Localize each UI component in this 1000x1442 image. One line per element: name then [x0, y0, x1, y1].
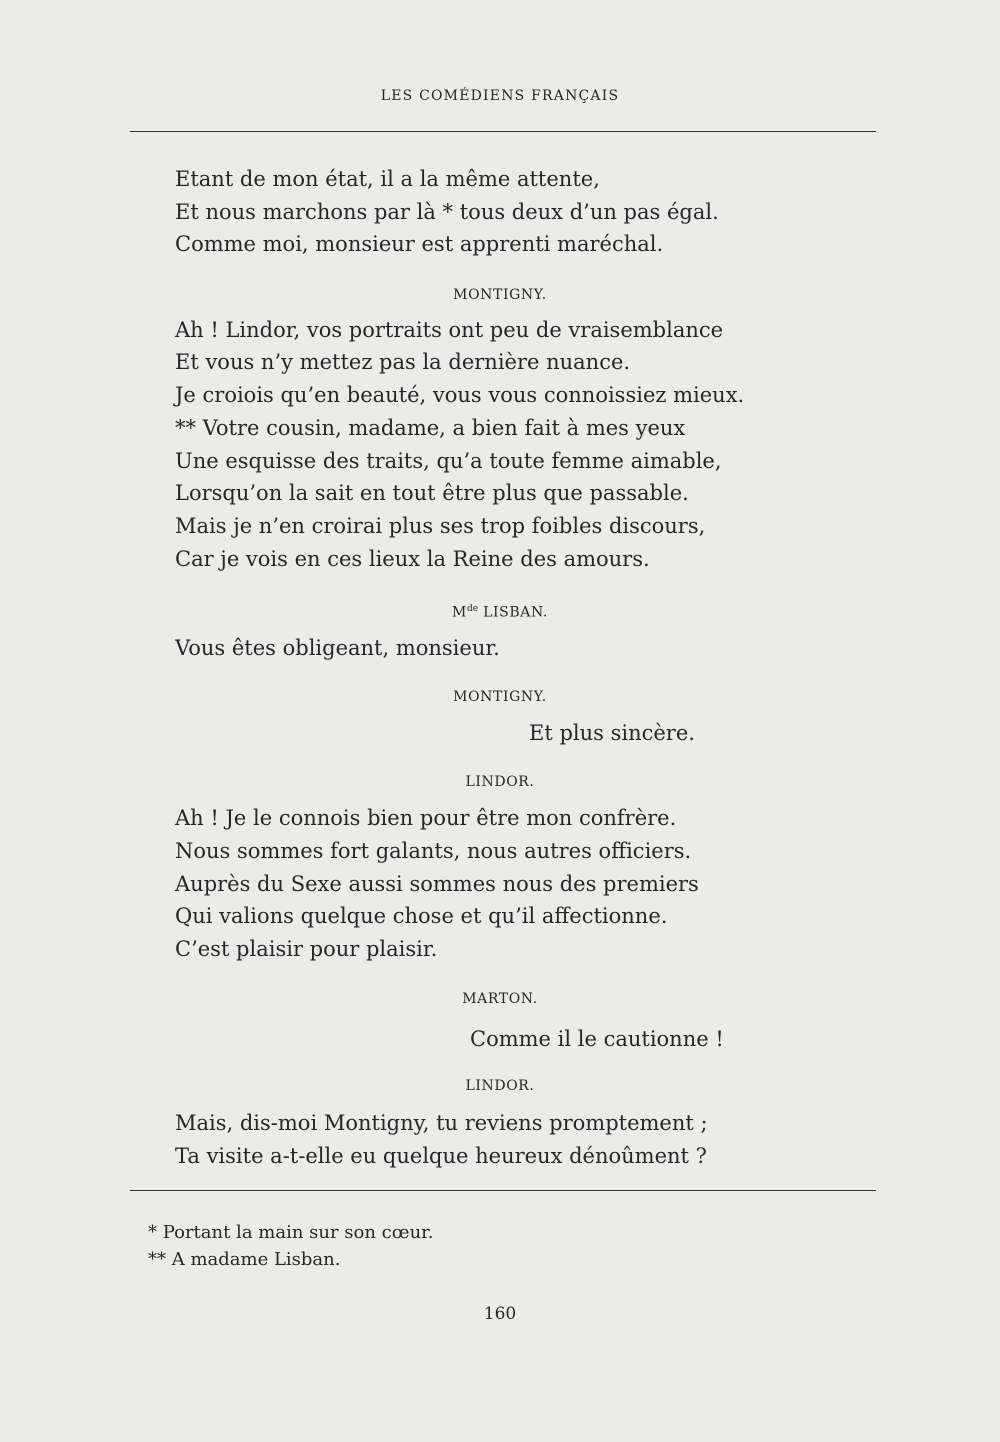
verse-line: Ah ! Je le connois bien pour être mon confrère. — [175, 806, 677, 830]
verse-line: Lorsqu’on la sait en tout être plus que passable. — [175, 481, 689, 505]
header-rule — [130, 131, 876, 132]
speaker-name: LINDOR. — [465, 774, 535, 790]
speaker-name — [0, 600, 1000, 622]
page-number: 160 — [483, 1304, 517, 1324]
verse-line: Etant de mon état, il a la même attente, — [175, 167, 600, 191]
speaker-surname: LISBAN. — [478, 604, 548, 621]
verse-line: ** Votre cousin, madame, a bien fait à mes yeux — [175, 416, 686, 440]
verse-line: Comme il le cautionne ! — [470, 1027, 724, 1051]
footnote-rule — [130, 1190, 876, 1191]
verse-line: Ah ! Lindor, vos portraits ont peu de vraisemblance — [175, 318, 724, 342]
speaker-name: LINDOR. — [465, 1078, 535, 1094]
footnote: ** A madame Lisban. — [148, 1249, 341, 1270]
verse-line: Nous sommes fort galants, nous autres officiers. — [175, 839, 692, 863]
running-title: LES COMÉDIENS FRANÇAIS — [380, 88, 620, 104]
verse-line: Je croiois qu’en beauté, vous vous connoissiez mieux. — [175, 383, 745, 407]
verse-line: Et plus sincère. — [529, 721, 695, 745]
verse-line: Mais je n’en croirai plus ses trop foibles discours, — [175, 514, 706, 538]
verse-line: Vous êtes obligeant, monsieur. — [175, 636, 500, 660]
verse-line: Et vous n’y mettez pas la dernière nuance. — [175, 350, 631, 374]
verse-line: Comme moi, monsieur est apprenti maréchal. — [175, 232, 664, 256]
verse-line: Car je vois en ces lieux la Reine des amours. — [175, 547, 650, 571]
speaker-prefix: M — [452, 604, 467, 621]
speaker-name: MONTIGNY. — [453, 689, 547, 705]
verse-line: Ta visite a-t-elle eu quelque heureux dénoûment ? — [175, 1144, 707, 1168]
verse-line: Mais, dis-moi Montigny, tu reviens promptement ; — [175, 1111, 708, 1135]
speaker-superscript: de — [466, 604, 479, 614]
verse-line: Qui valions quelque chose et qu’il affectionne. — [175, 904, 668, 928]
speaker-name: MONTIGNY. — [453, 287, 547, 303]
verse-line: Et nous marchons par là * tous deux d’un pas égal. — [175, 200, 719, 224]
footnote: * Portant la main sur son cœur. — [148, 1222, 434, 1243]
verse-line: Une esquisse des traits, qu’a toute femme aimable, — [175, 449, 722, 473]
verse-line: Auprès du Sexe aussi sommes nous des premiers — [175, 872, 699, 896]
verse-line: C’est plaisir pour plaisir. — [175, 937, 438, 961]
speaker-name: MARTON. — [462, 991, 538, 1007]
